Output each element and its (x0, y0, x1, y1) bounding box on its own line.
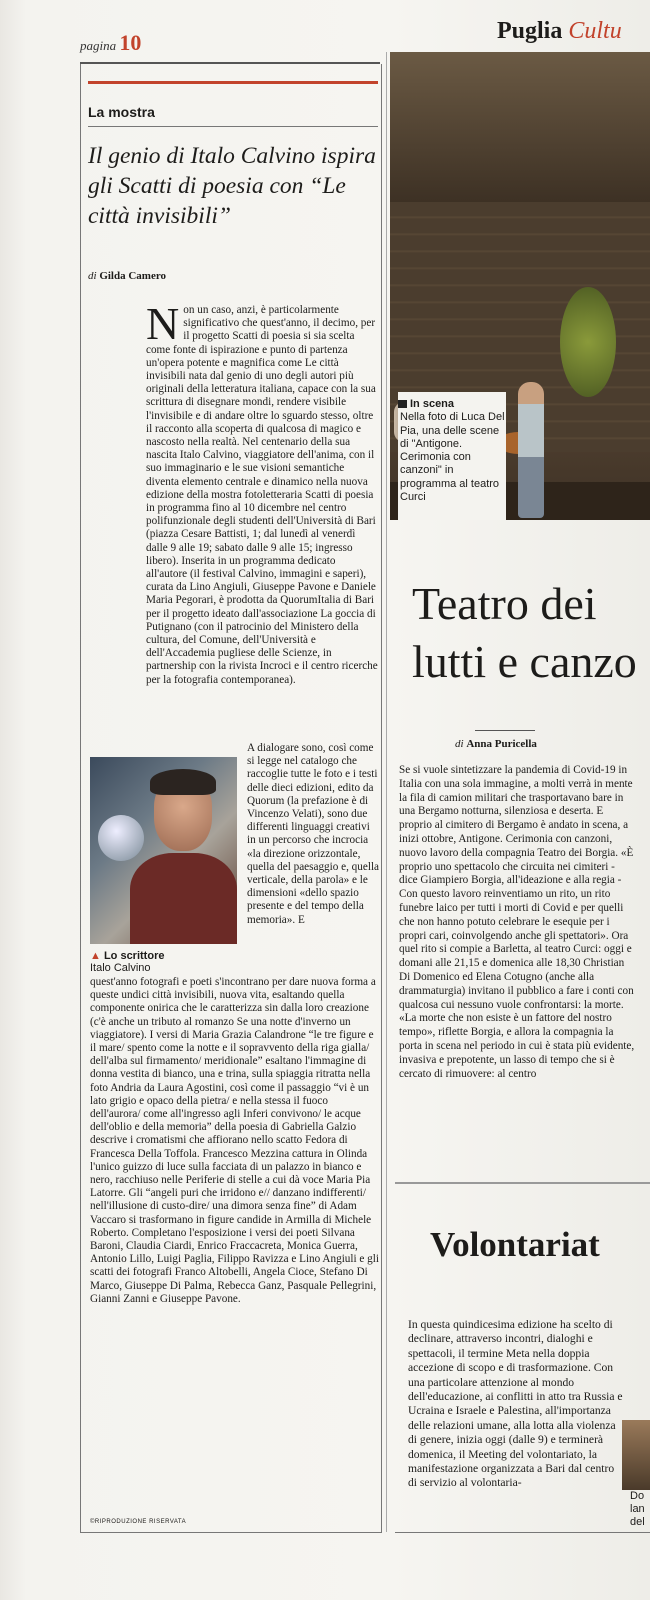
body-text-2: A dialogare sono, così come si legge nel catalogo che raccoglie tutte le foto e i testi delle dieci edizioni, edito da Quorum (la prefazione è di Vincenzo Velati), sono due differenti linguaggi creativi in un percorso che incrocia «la direzione orizzontale, quella del paesaggio e, quella verticale, della parola» e le dimensioni «dello spazio presente e del tempo della memoria». E (247, 742, 380, 926)
section-sub: Cultu (568, 18, 622, 44)
caption-text-2: Nella foto di Luca Del Pia, una delle scene di "Antigone. Cerimonia con canzoni" in programma al teatro Curci (400, 411, 505, 504)
camera-icon (398, 400, 407, 408)
article-body-part3 (90, 976, 380, 1306)
page-number-value: 10 (119, 30, 142, 55)
headline-line-1: Teatro dei (412, 578, 597, 629)
copyright-note: ©RIPRODUZIONE RISERVATA (90, 1519, 187, 1525)
caption-title-2: In scena (410, 398, 455, 410)
kicker-rule (88, 81, 378, 84)
photo-caption-scene (398, 392, 506, 520)
kicker: La mostra (88, 104, 155, 120)
volunteer-caption: Do lan del (630, 1490, 645, 1528)
calvino-photo (90, 757, 237, 944)
article-body-part2 (247, 742, 380, 927)
headline-line-2: lutti e canzo (412, 636, 637, 687)
volunteer-photo (622, 1420, 650, 1490)
photo-plant (560, 287, 616, 397)
drop-cap: N (146, 298, 180, 349)
byline-rule (475, 730, 535, 731)
byline-2 (455, 738, 537, 750)
byline-prefix-2: di (455, 738, 464, 750)
caption-title: Lo scrittore (103, 950, 165, 962)
caption-text: Italo Calvino (90, 962, 151, 974)
byline-prefix: di (88, 270, 97, 282)
column-rule (386, 52, 387, 1532)
hair (150, 769, 216, 795)
body-text-3: quest'anno fotografi e poeti s'incontrano per dare nuova forma a queste undici città invisibili, nuova vita, esaltando quella componente onirica che le caratterizza sin dalla loro creazione (c'è anche un tributo al romanzo Se una notte d'inverno un viaggiatore). I versi di Maria Grazia Calandrone “le tre figure e il mare/ spento come la notte e il sopravvento della riga gialla/ dell'alba sul firmamento/ meridionale” esaltano l'immagine di donna vestita di bianco, una e trina, sulla spiaggia ritratta nella foto Andria da Laura Agostini, così come il passaggio “vi è un lato grigio e opaco della pietra/ e nella stessa il fuoco dell'aurora/ come all'ingresso agli Inferi convivono/ le acque dell'oblio e della memoria” della poesia di Gabriella Galzio descrive i cromatismi che affiorano nello scatto Fedora di Francesca Della Toffola. Francesco Mezzina cattura in Olinda l'unico guizzo di luce sulla facciata di un palazzo in bianco e nero, racchiuso nelle Periferie di stelle a cui dà voce Maria Pia Latorre. Gli “angeli puri che irridono e// danzano indifferenti/ nell'illusione di custo-dire/ una dimora senza fine” di Adam Vaccaro si trasformano in figure candide in Armilla di Michele Roberto. Completano l'esposizione i versi dei poeti Silvana Baroni, Claudia Ciardi, Enrico Fraccacreta, Monica Guerra, Antonio Lillo, Luigi Paglia, Filippo Ravizza e Lino Angiuli e gli scatti dei fotografi Franco Altobelli, Angela Cioce, Stefano Di Marco, Giuseppe Di Palma, Rebecca Ganz, Pasquale Pellegrini, Gianni Zanni e Giuseppe Pavone. (90, 976, 379, 1305)
theatre-body: Se si vuole sintetizzare la pandemia di Covid-19 in Italia con una sola immagine, a molti verrà in mente la fila di camion militari che trasportavano bare in una Bergamo notturna, silenziosa e deserta. E proprio al cimitero di Bergamo è andato in scena, a inizi ottobre, Antigone. Cerimonia con canzoni, nuovo lavoro della compagnia Teatro dei Borgia. «È proprio uno spettacolo che circuita nei cimiteri - dice Giampiero Borgia, all'ideazione e alla regia - Con questo lavoro reinventiamo un rito, un rito funebre laico per tutti i morti di Covid e per quelli che non hanno potuto celebrare le esequie per i propri cari, coinvolgendo anche gli spettatori». Ora quel rito si compie a Barletta, al teatro Curci: oggi e domani alle 21,15 e domenica alle 18,30 Christian Di Domenico ed Elena Cotugno (anche alla drammaturgia) invitano il pubblico a fare i conti con qualcosa cui nessuno vuole confrontarsi: la morte. «La morte che non esiste è un fattore del nostro tempo», riflette Borgia, e allora la compagnia la porta in scena nel periodo in cui è stata più evidente, invasiva e prepotente, un lasso di tempo che si è cercato di rimuovere: al centro (399, 764, 635, 1080)
page-label: pagina (80, 38, 117, 53)
crystal-ball (98, 815, 144, 861)
sweater (130, 853, 237, 944)
article-body-part1 (146, 298, 378, 687)
triangle-icon: ▲ (90, 950, 101, 962)
bottom-rule (395, 1532, 650, 1533)
photo-performer (518, 382, 544, 518)
article-headline: Il genio di Italo Calvino ispira gli Scatti di poesia con “Le città invisibili” (88, 143, 376, 229)
byline-author-2: Anna Puricella (466, 738, 537, 750)
body-text-1: on un caso, anzi, è particolarmente significativo che quest'anno, il decimo, per il progetto Scatti di poesia si sia scelta come fonte di ispirazione e punto di partenza un'opera potente e magnifica come Le città invisibili nata dal genio di uno degli autori più originali della letteratura italiana, capace con la sua scrittura di disegnare mondi, rendere visibile l'invisibile e di andare oltre lo sguardo stesso, oltre il racconto alla scoperta di qualcosa di magico e nascosto nella realtà. Nel centenario della sua nascita Italo Calvino, viaggiatore dell'anima, con il suo immaginario e le sue visioni semantiche diventa elemento centrale e dinamico nella nuova edizione della mostra fotoletteraria Scatti di poesia in programma fino al 10 dicembre nel centro polifunzionale degli studenti dell'Università di Bari (piazza Cesare Battisti, 1; dal lunedì al venerdì dalle 9 alle 19; sabato dalle 9 alle 15; ingresso libero). Inserita in un programma dedicato all'autore (il festival Calvino, immagini e saperi), curata da Lino Angiuli, Giuseppe Pavone e Daniele Maria Pegorari, è prodotta da QuorumItalia di Bari per il progetto ideato dall'associazione La goccia di Putignano (con il patrocinio del Ministero della cultura, del Comune, dell'Università e dell'Accademia pugliese delle Scienze, in partnership con la rivista Incroci e il centro ricerche per la fotografia contemporanea). (146, 304, 378, 686)
volunteer-body: In questa quindicesima edizione ha scelto di declinare, attraverso incontri, dialoghi e spettacoli, il termine Meta nella doppia accezione di scopo e di trasformazione. Con una particolare attenzione al mondo dell'educazione, ai conflitti in atto tra Russia e Ucraina e Israele e Palestina, all'importanza delle relazioni umane, alla lotta alla violenza di genere, inizia oggi (dalle 9) e terminerà domenica, il Meeting del volontariato, la manifestazione organizzata a Bari dal centro di servizio al volontaria- (408, 1318, 623, 1490)
photo-background (390, 52, 650, 212)
byline (88, 270, 166, 282)
photo-caption-calvino (90, 950, 164, 974)
section-main: Puglia (497, 18, 563, 44)
theatre-headline (412, 575, 637, 691)
kicker-divider (88, 126, 378, 127)
article-separator (395, 1182, 650, 1184)
section-title (497, 18, 622, 45)
volunteer-headline: Volontariat (430, 1225, 600, 1264)
page-number (80, 30, 141, 56)
byline-author: Gilda Camero (99, 270, 167, 282)
